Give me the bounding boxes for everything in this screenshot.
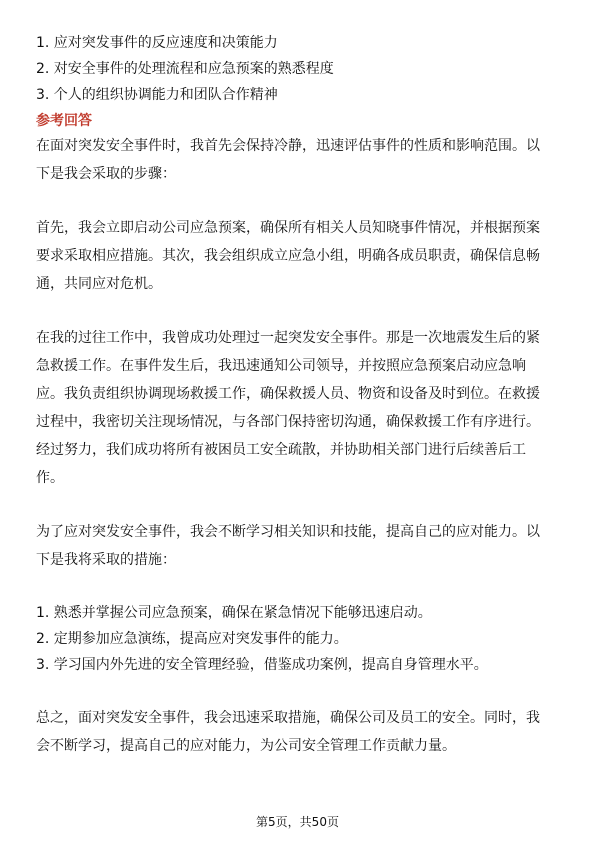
conclusion-paragraph (36, 704, 561, 760)
paragraph-line: 作。 (36, 470, 64, 486)
paragraph-line: 应。我负责组织协调现场救援工作，确保救援人员、物资和设备及时到位。在救援 (36, 386, 540, 402)
experience-paragraph (36, 324, 561, 492)
paragraph-line: 为了应对突发安全事件，我会不断学习相关知识和技能，提高自己的应对能力。以 (36, 524, 540, 540)
paragraph-line: 急救援工作。在事件发生后，我迅速通知公司领导，并按照应急预案启动应急响 (36, 358, 526, 374)
list-item: 1. 熟悉并掌握公司应急预案，确保在紧急情况下能够迅速启动。 (36, 605, 432, 621)
paragraph-line: 下是我会采取的步骤： (36, 166, 176, 182)
document-page (36, 30, 561, 760)
paragraph-line: 经过努力，我们成功将所有被困员工安全疏散，并协助相关部门进行后续善后工 (36, 442, 526, 458)
paragraph-line: 在我的过往工作中，我曾成功处理过一起突发安全事件。那是一次地震发生后的紧 (36, 330, 540, 346)
list-item: 3. 学习国内外先进的安全管理经验，借鉴成功案例，提高自身管理水平。 (36, 657, 488, 673)
paragraph-line: 通，共同应对危机。 (36, 276, 162, 292)
paragraph-line: 总之，面对突发安全事件，我会迅速采取措施，确保公司及员工的安全。同时，我 (36, 710, 540, 726)
paragraph-line: 过程中，我密切关注现场情况，与各部门保持密切沟通，确保救援工作有序进行。 (36, 414, 540, 430)
paragraph-line: 要求采取相应措施。其次，我会组织成立应急小组，明确各成员职责，确保信息畅 (36, 248, 540, 264)
intro-paragraph (36, 132, 561, 188)
steps-paragraph (36, 214, 561, 298)
answer-heading: 参考回答 (36, 113, 92, 129)
paragraph-line: 在面对突发安全事件时，我首先会保持冷静，迅速评估事件的性质和影响范围。以 (36, 138, 540, 154)
top-list (36, 30, 561, 108)
paragraph-line: 首先，我会立即启动公司应急预案，确保所有相关人员知晓事件情况，并根据预案 (36, 220, 540, 236)
paragraph-line: 下是我将采取的措施： (36, 552, 176, 568)
measures-list (36, 600, 561, 678)
list-item: 1. 应对突发事件的反应速度和决策能力 (36, 35, 278, 51)
learning-paragraph (36, 518, 561, 574)
list-item: 2. 定期参加应急演练，提高应对突发事件的能力。 (36, 631, 348, 647)
list-item: 3. 个人的组织协调能力和团队合作精神 (36, 87, 278, 103)
paragraph-line: 会不断学习，提高自己的应对能力，为公司安全管理工作贡献力量。 (36, 738, 456, 754)
list-item: 2. 对安全事件的处理流程和应急预案的熟悉程度 (36, 61, 334, 77)
page-footer: 第5页，共50页 (256, 815, 339, 829)
